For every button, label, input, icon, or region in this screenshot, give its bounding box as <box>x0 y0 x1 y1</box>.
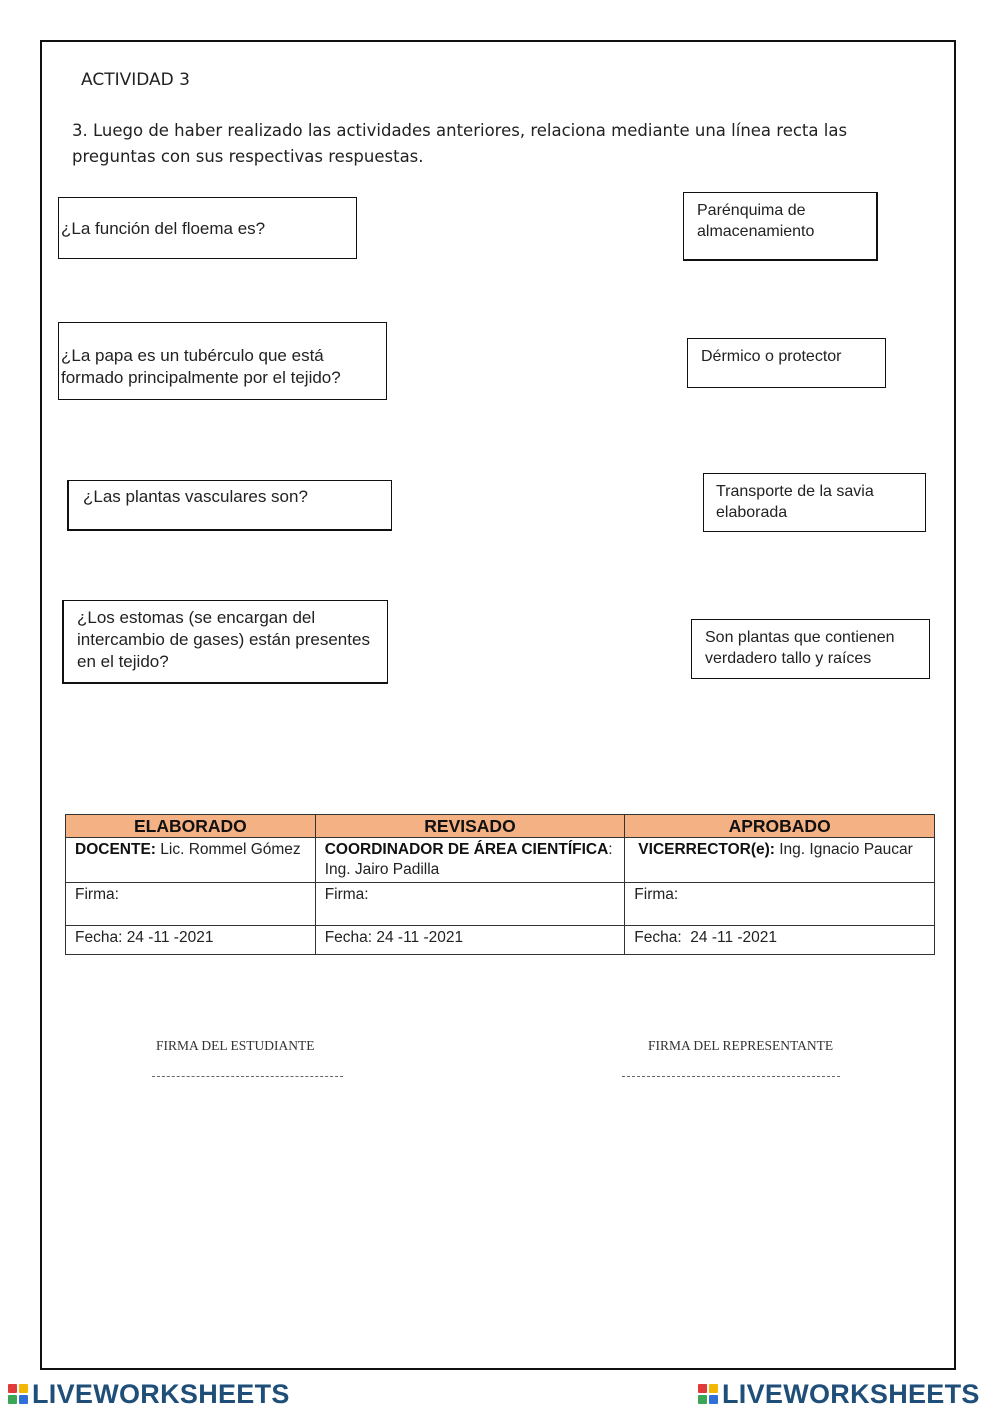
role-cell-docente <box>66 838 316 883</box>
question-box-2[interactable] <box>58 322 387 400</box>
question-text: ¿La función del floema es? <box>61 219 266 238</box>
student-signature-line[interactable] <box>152 1076 343 1077</box>
answer-box-4[interactable] <box>691 619 930 679</box>
answer-text: Transporte de la savia elaborada <box>716 483 874 521</box>
logo-square <box>8 1384 17 1393</box>
student-signature-label: FIRMA DEL ESTUDIANTE <box>156 1038 315 1053</box>
brand-name: LIVEWORKSHEETS <box>722 1378 980 1409</box>
logo-square <box>698 1395 707 1404</box>
logo-square <box>19 1384 28 1393</box>
approval-table <box>65 814 935 955</box>
signature-field[interactable]: Firma: <box>625 883 935 926</box>
logo-square <box>709 1384 718 1393</box>
date-cell: Fecha: 24 -11 -2021 <box>66 926 316 955</box>
question-text: ¿Las plantas vasculares son? <box>83 487 308 506</box>
question-text: ¿La papa es un tubérculo que está formado principalmente por el tejido? <box>61 346 341 387</box>
header-revisado: REVISADO <box>315 815 625 838</box>
brand-name: LIVEWORKSHEETS <box>32 1378 290 1409</box>
role-label: COORDINADOR DE ÁREA CIENTÍFICA <box>324 841 609 858</box>
role-label: DOCENTE: <box>75 841 156 858</box>
date-cell: Fecha: 24 -11 -2021 <box>315 926 625 955</box>
answer-box-2[interactable] <box>687 338 886 388</box>
question-box-3[interactable] <box>67 480 392 531</box>
instructions-text: 3. Luego de haber realizado las actividades anteriores, relaciona mediante una línea recta las preguntas con sus respectivas respuestas. <box>72 121 848 166</box>
question-text: ¿Los estomas (se encargan del intercambio de gases) están presentes en el tejido? <box>77 608 370 671</box>
question-box-1[interactable] <box>58 197 357 259</box>
role-cell-coordinador <box>315 838 625 883</box>
answer-text: Son plantas que contienen verdadero tallo y raíces <box>705 629 895 667</box>
representative-signature-label: FIRMA DEL REPRESENTANTE <box>648 1038 834 1053</box>
role-name: Lic. Rommel Gómez <box>160 841 301 858</box>
liveworksheets-logo-icon <box>698 1384 718 1404</box>
role-name: Ing. Ignacio Paucar <box>779 841 913 858</box>
answer-text: Parénquima de almacenamiento <box>697 202 815 240</box>
footer-logo-right[interactable] <box>698 1378 980 1410</box>
role-cell-vicerrector <box>625 838 935 883</box>
logo-square <box>19 1395 28 1404</box>
signature-field[interactable]: Firma: <box>66 883 316 926</box>
role-label: VICERRECTOR(e): <box>638 841 775 858</box>
question-box-4[interactable] <box>62 600 388 684</box>
logo-square <box>8 1395 17 1404</box>
header-elaborado: ELABORADO <box>66 815 316 838</box>
logo-square <box>698 1384 707 1393</box>
date-cell: Fecha: 24 -11 -2021 <box>625 926 935 955</box>
activity-title: ACTIVIDAD 3 <box>81 70 190 90</box>
answer-box-3[interactable] <box>703 473 926 532</box>
header-aprobado: APROBADO <box>625 815 935 838</box>
signature-field[interactable]: Firma: <box>315 883 625 926</box>
role-separator: : <box>608 841 613 858</box>
representative-signature-line[interactable] <box>622 1076 840 1077</box>
answer-text: Dérmico o protector <box>701 348 842 365</box>
role-name: Ing. Jairo Padilla <box>324 861 440 878</box>
liveworksheets-logo-icon <box>8 1384 28 1404</box>
answer-box-1[interactable] <box>683 192 878 261</box>
footer-logo-left[interactable] <box>8 1378 290 1410</box>
logo-square <box>709 1395 718 1404</box>
